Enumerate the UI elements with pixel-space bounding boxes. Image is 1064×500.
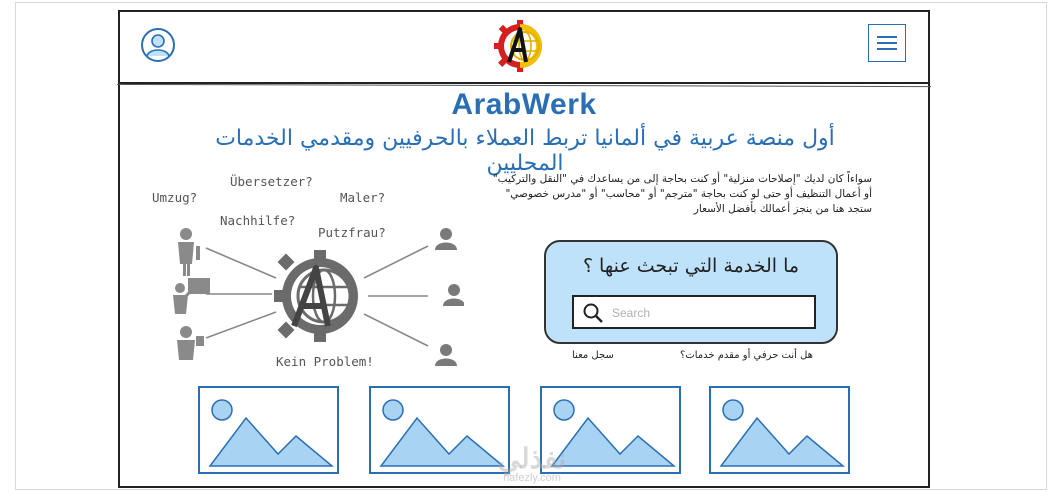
teacher-icon bbox=[173, 278, 210, 314]
brand-title: ArabWerk bbox=[451, 88, 597, 121]
label-uebersetzer: Übersetzer? bbox=[230, 174, 313, 189]
site-logo[interactable] bbox=[492, 16, 552, 76]
client-user-icon bbox=[435, 344, 457, 366]
search-input[interactable] bbox=[610, 302, 810, 324]
hero-description bbox=[462, 172, 872, 217]
hamburger-menu-button[interactable] bbox=[868, 24, 906, 62]
label-kein-problem: Kein Problem! bbox=[276, 354, 374, 369]
label-putzfrau: Putzfrau? bbox=[318, 225, 386, 240]
search-icon bbox=[582, 302, 604, 324]
hero-tagline: أول منصة عربية في ألمانيا تربط العملاء بالحرفيين ومقدمي الخدمات المحليين bbox=[215, 126, 835, 176]
wireframe-page bbox=[118, 10, 930, 488]
watermark-url: nafezly.com bbox=[503, 472, 561, 484]
gear-globe-hub-icon bbox=[274, 250, 358, 342]
user-circle-icon bbox=[140, 27, 176, 63]
worker-painter-icon bbox=[178, 228, 200, 276]
gear-globe-logo bbox=[492, 16, 552, 76]
description-line: ستجد هنا من ينجز أعمالك بأفضل الأسعار bbox=[693, 203, 872, 215]
description-line: سواءاً كان لديك "إصلاحات منزلية" أو كنت بحاجة إلى من يساعدك في "النقل والتركيب" bbox=[492, 173, 872, 185]
label-nachhilfe: Nachhilfe? bbox=[220, 213, 296, 228]
services-network-illustration bbox=[134, 162, 464, 377]
site-header bbox=[120, 12, 928, 84]
search-card-title: ما الخدمة التي تبحث عنها ؟ bbox=[582, 255, 800, 277]
watermark-logo: نفذلي bbox=[497, 443, 567, 474]
cleaner-icon bbox=[177, 326, 204, 360]
menu-line bbox=[877, 48, 897, 50]
client-user-icon bbox=[443, 284, 464, 306]
search-field[interactable] bbox=[572, 295, 816, 329]
register-link[interactable]: سجل معنا bbox=[572, 350, 614, 361]
service-search-card bbox=[544, 240, 838, 344]
menu-line bbox=[877, 42, 897, 44]
menu-line bbox=[877, 36, 897, 38]
user-account-button[interactable] bbox=[140, 27, 176, 63]
provider-question-link[interactable]: هل أنت حرفي أو مقدم خدمات؟ bbox=[680, 350, 813, 361]
label-umzug: Umzug? bbox=[152, 190, 198, 205]
client-user-icon bbox=[435, 228, 457, 250]
label-maler: Maler? bbox=[340, 190, 386, 205]
description-line: أو أعمال التنظيف أو حتى لو كنت بحاجة "مترجم" أو "محاسب" أو "مدرس خصوصي" bbox=[505, 188, 872, 200]
